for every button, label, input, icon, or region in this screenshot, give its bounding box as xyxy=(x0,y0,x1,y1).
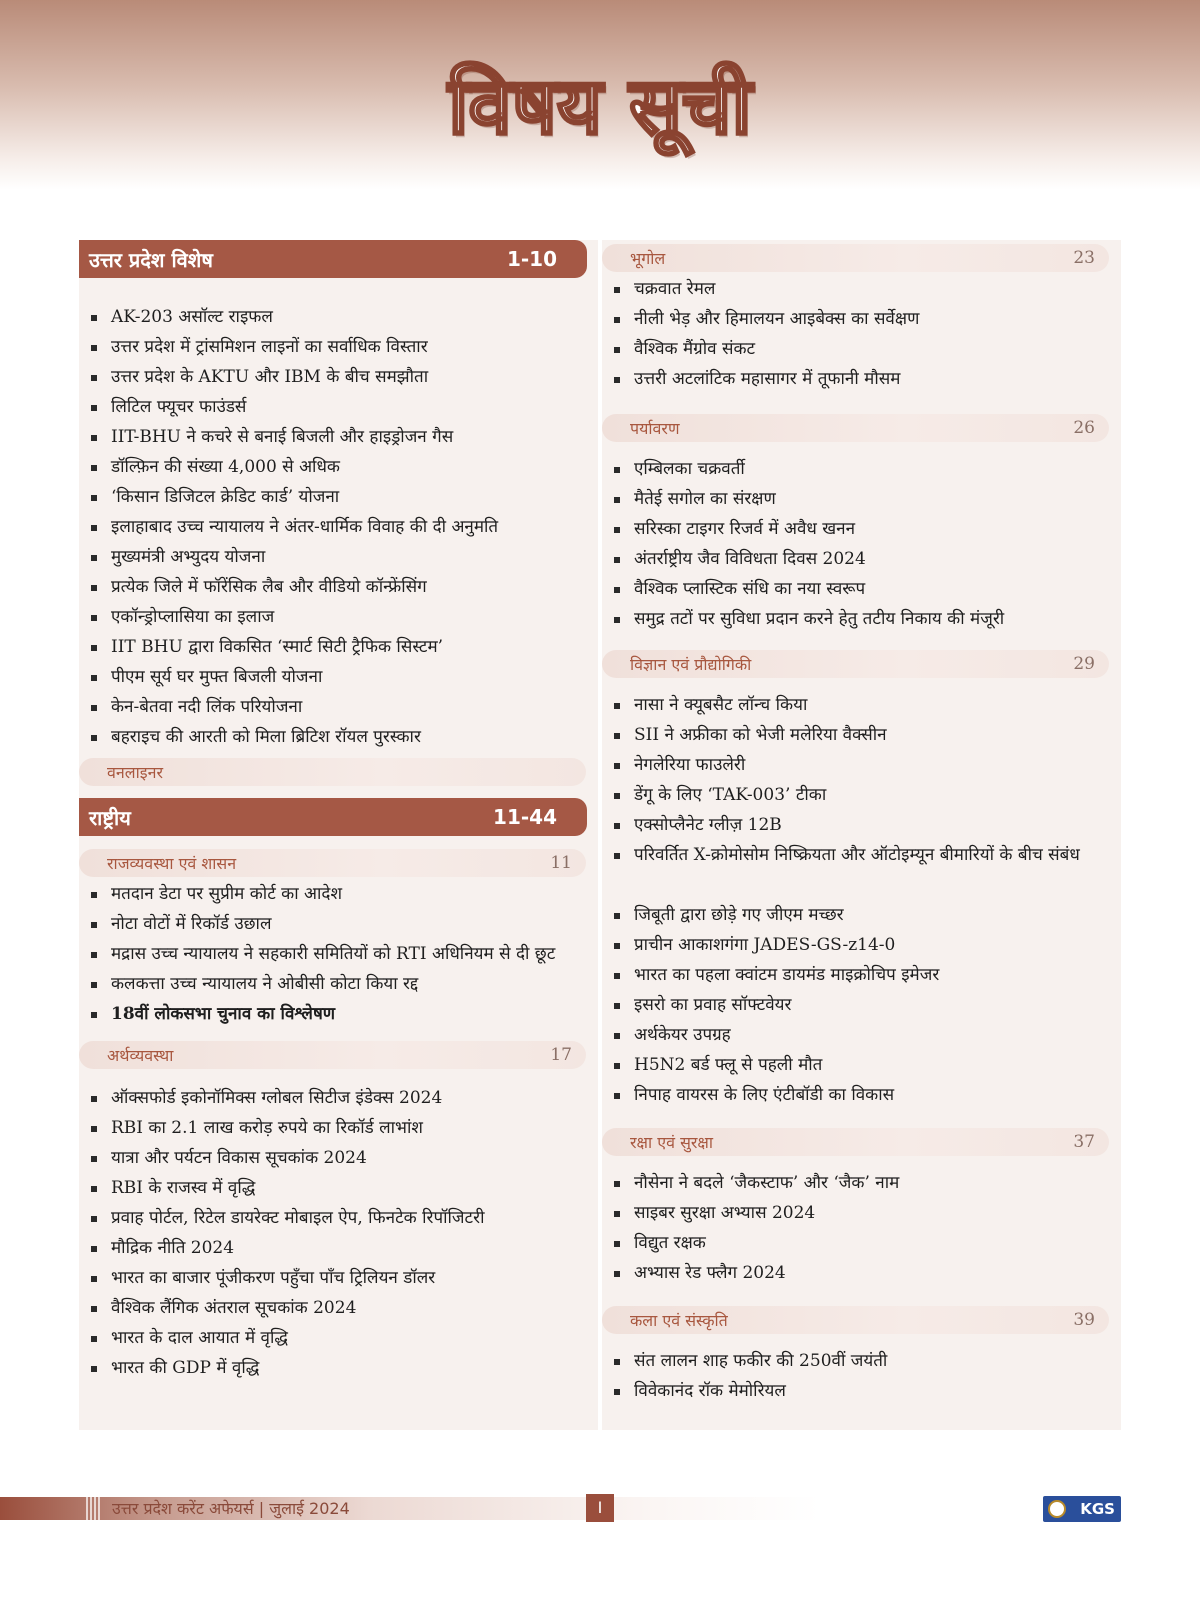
section-header-environment[interactable] xyxy=(602,414,1109,442)
section-header-science[interactable] xyxy=(602,650,1109,678)
list-item[interactable]: प्रवाह पोर्टल, रिटेल डायरेक्ट मोबाइल ऐप, फिनटेक रिपॉजिटरी xyxy=(89,1203,598,1233)
list-item[interactable]: समुद्र तटों पर सुविधा प्रदान करने हेतु तटीय निकाय की मंजूरी xyxy=(612,604,1121,634)
section-header-defence[interactable] xyxy=(602,1128,1109,1156)
list-item[interactable]: डेंगू के लिए ‘TAK-003’ टीका xyxy=(612,780,1121,810)
up-special-list xyxy=(79,302,598,752)
right-column xyxy=(602,240,1121,1430)
list-item[interactable]: संत लालन शाह फकीर की 250वीं जयंती xyxy=(612,1346,1121,1376)
list-item[interactable]: नासा ने क्यूबसैट लॉन्च किया xyxy=(612,690,1121,720)
science-list-a xyxy=(602,690,1121,840)
left-column xyxy=(79,240,598,1430)
page-number: I xyxy=(586,1494,614,1522)
section-title: रक्षा एवं सुरक्षा xyxy=(630,1133,714,1152)
list-item[interactable]: नोटा वोटों में रिकॉर्ड उछाल xyxy=(89,909,598,939)
list-item[interactable]: भारत के दाल आयात में वृद्धि xyxy=(89,1323,598,1353)
list-item[interactable]: IIT BHU द्वारा विकसित ‘स्मार्ट सिटी ट्रैफिक सिस्टम’ xyxy=(89,632,598,662)
section-header-national xyxy=(79,798,587,836)
list-item[interactable]: वैश्विक मैंग्रोव संकट xyxy=(612,334,1121,364)
list-item[interactable]: ऑक्सफोर्ड इकोनॉमिक्स ग्लोबल सिटीज इंडेक्स 2024 xyxy=(89,1083,598,1113)
section-title: वनलाइनर xyxy=(107,763,164,782)
footer-text: उत्तर प्रदेश करेंट अफेयर्स | जुलाई 2024 xyxy=(112,1499,350,1518)
list-item[interactable]: उत्तर प्रदेश के AKTU और IBM के बीच समझौता xyxy=(89,362,598,392)
list-item[interactable]: मौद्रिक नीति 2024 xyxy=(89,1233,598,1263)
section-page: 26 xyxy=(1073,418,1095,438)
list-item[interactable]: चक्रवात रेमल xyxy=(612,274,1121,304)
list-item[interactable]: RBI के राजस्व में वृद्धि xyxy=(89,1173,598,1203)
footer-stripes xyxy=(86,1497,100,1520)
section-page: 29 xyxy=(1073,654,1095,674)
list-item[interactable]: निपाह वायरस के लिए एंटीबॉडी का विकास xyxy=(612,1080,1121,1110)
list-item[interactable]: भारत का बाजार पूंजीकरण पहुँचा पाँच ट्रिलियन डॉलर xyxy=(89,1263,598,1293)
section-title: राजव्यवस्था एवं शासन xyxy=(107,854,237,873)
list-item[interactable]: साइबर सुरक्षा अभ्यास 2024 xyxy=(612,1198,1121,1228)
list-item[interactable]: भारत का पहला क्वांटम डायमंड माइक्रोचिप इमेजर xyxy=(612,960,1121,990)
section-page: 11 xyxy=(550,853,572,873)
section-title: विज्ञान एवं प्रौद्योगिकी xyxy=(630,655,752,674)
section-title: अर्थव्यवस्था xyxy=(107,1046,174,1065)
section-page: 39 xyxy=(1073,1310,1095,1330)
list-item[interactable]: अंतर्राष्ट्रीय जैव विविधता दिवस 2024 xyxy=(612,544,1121,574)
section-header-up-special xyxy=(79,240,587,278)
list-item[interactable]: पीएम सूर्य घर मुफ्त बिजली योजना xyxy=(89,662,598,692)
section-header-economy[interactable] xyxy=(79,1041,586,1069)
list-item[interactable]: AK-203 असॉल्ट राइफल xyxy=(89,302,598,332)
list-item[interactable]: वैश्विक लैंगिक अंतराल सूचकांक 2024 xyxy=(89,1293,598,1323)
list-item[interactable]: यात्रा और पर्यटन विकास सूचकांक 2024 xyxy=(89,1143,598,1173)
list-item[interactable]: एम्बिलका चक्रवर्ती xyxy=(612,454,1121,484)
section-page: 37 xyxy=(1073,1132,1095,1152)
defence-list xyxy=(602,1168,1121,1288)
list-item[interactable]: भारत की GDP में वृद्धि xyxy=(89,1353,598,1383)
section-page: 17 xyxy=(550,1045,572,1065)
science-list-b xyxy=(602,900,1121,1110)
list-item[interactable]: इलाहाबाद उच्च न्यायालय ने अंतर-धार्मिक विवाह की दी अनुमति xyxy=(89,512,598,542)
list-item[interactable]: ‘किसान डिजिटल क्रेडिट कार्ड’ योजना xyxy=(89,482,598,512)
list-item[interactable]: SII ने अफ्रीका को भेजी मलेरिया वैक्सीन xyxy=(612,720,1121,750)
list-item[interactable]: प्राचीन आकाशगंगा JADES-GS-z14-0 xyxy=(612,930,1121,960)
section-title: उत्तर प्रदेश विशेष xyxy=(89,247,213,272)
list-item[interactable]: लिटिल फ्यूचर फाउंडर्स xyxy=(89,392,598,422)
economy-list xyxy=(79,1083,598,1383)
section-page: 23 xyxy=(1073,248,1095,268)
section-header-polity[interactable] xyxy=(79,849,586,877)
list-item[interactable]: डॉल्फ़िन की संख्या 4,000 से अधिक xyxy=(89,452,598,482)
art-list xyxy=(602,1346,1121,1406)
list-item[interactable]: बहराइच की आरती को मिला ब्रिटिश रॉयल पुरस्कार xyxy=(89,722,598,752)
geography-list xyxy=(602,274,1121,394)
section-header-art[interactable] xyxy=(602,1306,1109,1334)
section-title: कला एवं संस्कृति xyxy=(630,1311,728,1330)
list-item[interactable]: 18वीं लोकसभा चुनाव का विश्लेषण xyxy=(89,999,598,1029)
list-item[interactable]: सरिस्का टाइगर रिजर्व में अवैध खनन xyxy=(612,514,1121,544)
section-title: राष्ट्रीय xyxy=(89,805,131,830)
polity-list xyxy=(79,879,598,1029)
list-item[interactable]: RBI का 2.1 लाख करोड़ रुपये का रिकॉर्ड लाभांश xyxy=(89,1113,598,1143)
section-pages: 11-44 xyxy=(493,805,557,829)
list-item[interactable]: मतदान डेटा पर सुप्रीम कोर्ट का आदेश xyxy=(89,879,598,909)
page-title: विषय सूची xyxy=(448,62,752,152)
list-item[interactable]: नेगलेरिया फाउलेरी xyxy=(612,750,1121,780)
list-item[interactable]: कलकत्ता उच्च न्यायालय ने ओबीसी कोटा किया रद्द xyxy=(89,969,598,999)
list-item[interactable]: जिबूती द्वारा छोड़े गए जीएम मच्छर xyxy=(612,900,1121,930)
emblem-icon xyxy=(1048,1500,1066,1518)
list-item[interactable]: वैश्विक प्लास्टिक संधि का नया स्वरूप xyxy=(612,574,1121,604)
section-title: भूगोल xyxy=(630,249,666,268)
section-pages: 1-10 xyxy=(506,247,557,271)
list-item[interactable]: मैतेई सगोल का संरक्षण xyxy=(612,484,1121,514)
list-item[interactable]: विवेकानंद रॉक मेमोरियल xyxy=(612,1376,1121,1406)
list-item[interactable]: अर्थकेयर उपग्रह xyxy=(612,1020,1121,1050)
list-item[interactable]: केन-बेतवा नदी लिंक परियोजना xyxy=(89,692,598,722)
list-item[interactable]: इसरो का प्रवाह सॉफ्टवेयर xyxy=(612,990,1121,1020)
list-item[interactable]: उत्तर प्रदेश में ट्रांसमिशन लाइनों का सर्वाधिक विस्तार xyxy=(89,332,598,362)
list-item[interactable]: मुख्यमंत्री अभ्युदय योजना xyxy=(89,542,598,572)
logo-text: KGS xyxy=(1080,1500,1115,1518)
list-item[interactable]: प्रत्येक जिले में फॉरेंसिक लैब और वीडियो कॉन्फ्रेंसिंग xyxy=(89,572,598,602)
list-item[interactable]: एक्सोप्लैनेट ग्लीज़ 12B xyxy=(612,810,1121,840)
list-item[interactable]: एकॉन्ड्रोप्लासिया का इलाज xyxy=(89,602,598,632)
list-item[interactable]: विद्युत रक्षक xyxy=(612,1228,1121,1258)
section-header-oneliner[interactable] xyxy=(79,758,586,786)
science-list-wrap xyxy=(602,840,1121,900)
kgs-logo xyxy=(1043,1496,1121,1522)
section-header-geography[interactable] xyxy=(602,244,1109,272)
list-item[interactable]: H5N2 बर्ड फ्लू से पहली मौत xyxy=(612,1050,1121,1080)
list-item[interactable]: अभ्यास रेड फ्लैग 2024 xyxy=(612,1258,1121,1288)
list-item[interactable]: नीली भेड़ और हिमालयन आइबेक्स का सर्वेक्षण xyxy=(612,304,1121,334)
environment-list xyxy=(602,454,1121,634)
list-item[interactable]: परिवर्तित X-क्रोमोसोम निष्क्रियता और ऑटोइम्यून बीमारियों के बीच संबंध xyxy=(612,840,1121,900)
section-title: पर्यावरण xyxy=(630,419,680,438)
list-item[interactable]: IIT-BHU ने कचरे से बनाई बिजली और हाइड्रोजन गैस xyxy=(89,422,598,452)
list-item[interactable]: उत्तरी अटलांटिक महासागर में तूफानी मौसम xyxy=(612,364,1121,394)
list-item[interactable]: मद्रास उच्च न्यायालय ने सहकारी समितियों को RTI अधिनियम से दी छूट xyxy=(89,939,598,969)
list-item[interactable]: नौसेना ने बदले ‘जैकस्टाफ’ और ‘जैक’ नाम xyxy=(612,1168,1121,1198)
